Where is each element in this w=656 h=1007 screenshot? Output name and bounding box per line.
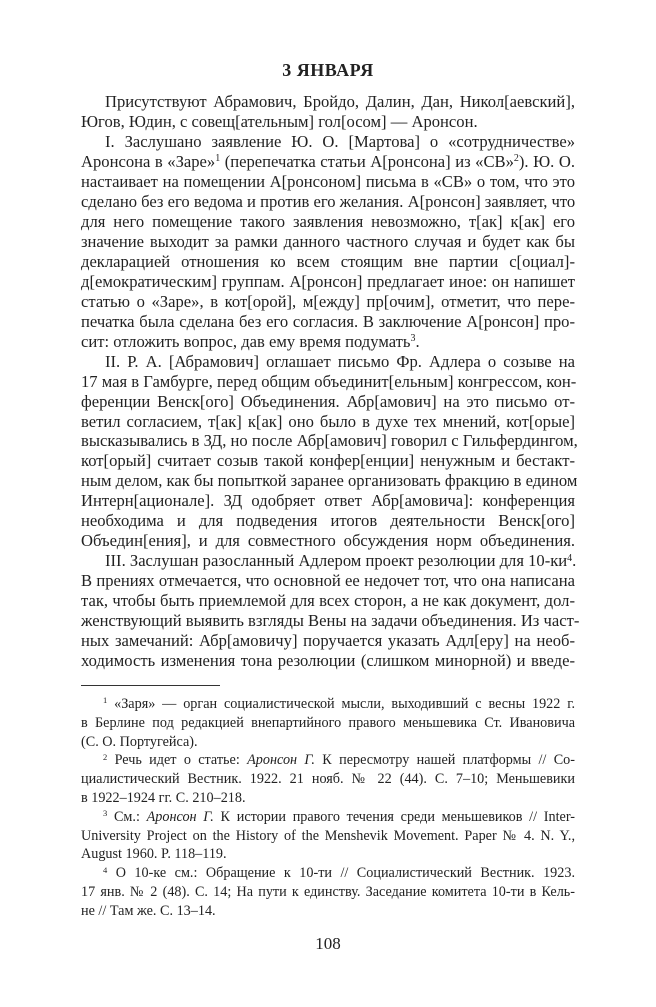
text-line (81, 292, 575, 312)
footnote-line (81, 864, 575, 883)
text-run: Аронсона в «Заре» (81, 151, 216, 171)
footnote-line (81, 733, 575, 752)
text-run: Объедин[ения], и для совместного обсуждения норм объединения. (81, 531, 575, 551)
text-run: высказывались в ЗД, но после Абр[амович] говорил с Гильфердингом, (81, 431, 578, 451)
text-line (81, 491, 575, 511)
body-text (81, 92, 580, 671)
text-run: . (415, 331, 420, 351)
text-run: «Заря» — орган социалистической мысли, выходивший с весны 1922 г. (107, 696, 575, 712)
text-line (81, 92, 575, 112)
text-run: В прениях отмечается, что основной ее недочет тот, что она написана (81, 571, 575, 591)
text-run: циалистический Вестник. 1922. 21 нояб. № 22 (44). С. 7–10; Меньшевики (81, 771, 575, 788)
text-line (81, 212, 575, 232)
text-run: О 10-ке см.: Обращение к 10-ти // Социалистический Вестник. 1923. (107, 865, 575, 882)
text-line (81, 272, 575, 292)
section-title: 3 ЯНВАРЯ (282, 60, 374, 80)
footnote-line (81, 789, 575, 808)
text-run: ). Ю. О. (518, 151, 575, 171)
text-line (81, 651, 575, 671)
text-run: женствующий выявить взгляды Вены на задачи объединения. Из част- (81, 611, 580, 631)
footnote-marker: 1 (215, 153, 221, 165)
text-line (81, 112, 575, 132)
text-run: необходима и для подведения итогов деятельности Венск[ого] (81, 511, 575, 531)
text-line (81, 511, 575, 531)
text-line (81, 372, 575, 392)
text-line (81, 312, 575, 332)
footnote-line (81, 695, 575, 714)
author-name: Аронсон Г. (247, 752, 315, 769)
text-run: . (572, 551, 577, 571)
text-run: ференции Венск[ого] Объединения. Абр[амович] на это письмо от- (81, 391, 575, 411)
text-run: не // Там же. С. 13–14. (81, 902, 216, 919)
text-line (81, 392, 575, 412)
footnote-line (81, 902, 575, 921)
text-run: (С. О. Португейса). (81, 733, 198, 750)
text-line (81, 551, 575, 571)
text-line (81, 531, 575, 551)
text-run: кот[орый] считает созыв такой конфер[енции] ненужным и бестакт- (81, 451, 575, 471)
text-run: настаивает на помещении А[ронсоном] письма в «СВ» о том, что это (81, 171, 575, 191)
text-line (81, 132, 575, 152)
text-run: для него помещение такого заявления невозможно, т[ак] к[ак] его (81, 211, 575, 231)
text-line (81, 471, 578, 491)
footnote-marker: 2 (103, 751, 108, 762)
footnote-line (81, 808, 575, 827)
text-line (81, 252, 575, 272)
text-run: II. Р. А. [Абрамович] оглашает письмо Фр. Адлера о созыве на (105, 351, 575, 371)
footnote-divider (81, 685, 220, 686)
text-line (81, 611, 580, 631)
text-line (81, 172, 575, 192)
text-run: См.: (107, 808, 147, 825)
footnotes (81, 695, 575, 921)
footnote-line (81, 714, 575, 733)
text-run: декларацией отношения ко всем стоящим вне партии с[оциал]- (81, 251, 575, 271)
text-line (81, 332, 575, 352)
text-run: в 1922–1924 гг. С. 210–218. (81, 789, 246, 806)
text-run: сделано без его ведома и против его желания. А[ронсон] заявляет, что (81, 191, 576, 211)
footnote-marker: 2 (513, 153, 519, 165)
footnote-line (81, 827, 575, 846)
text-line (81, 412, 575, 432)
text-line (81, 431, 578, 451)
text-line (81, 192, 575, 212)
text-run: Югов, Юдин, с совещ[ательным] гол[осом] — Аронсон. (81, 111, 478, 131)
text-run: ветил согласием, т[ак] к[ак] оно было в духе тех мнений, кот[орые] (81, 411, 575, 431)
text-run: д[емократическим] группам. А[ронсон] предлагает иное: он напишет (81, 271, 575, 291)
text-line (81, 631, 575, 651)
footnote-marker: 4 (103, 864, 108, 875)
text-run: (перепечатка статьи А[ронсона] из «СВ» (220, 151, 514, 171)
text-run: Присутствуют Абрамович, Бройдо, Далин, Дан, Никол[аевский], (105, 92, 575, 111)
footnote-line (81, 845, 575, 864)
text-run: August 1960. P. 118–119. (81, 846, 227, 863)
author-name: Аронсон Г. (146, 808, 214, 825)
footnote-line (81, 770, 575, 789)
text-line (81, 352, 575, 372)
text-run: I. Заслушано заявление Ю. О. [Мартова] о «сотрудничестве» (105, 131, 575, 151)
text-run: 17 мая в Гамбурге, перед общим объединит[ельным] конгрессом, кон- (81, 371, 577, 391)
text-run: ным делом, как бы попыткой заранее организовать фракцию в едином (81, 471, 578, 491)
text-run: University Project on the History of the Menshevik Movement. Paper № 4. N. Y., (81, 827, 575, 844)
text-line (81, 451, 575, 471)
text-run: статью о «Заре», в кот[орой], м[ежду] пр[очим], отметит, что пере- (81, 291, 575, 311)
text-line (81, 152, 575, 172)
text-line (81, 571, 575, 591)
footnote-marker: 4 (567, 552, 573, 564)
footnote-line (81, 883, 575, 902)
text-run: печатка была сделана без его согласия. В заключение А[ронсон] про- (81, 311, 575, 331)
text-line (81, 232, 575, 252)
text-run: значение выходит за рамки данного частного случая и будет как бы (81, 231, 575, 251)
text-run: К пересмотру нашей платформы // Со- (314, 752, 575, 769)
footnote-line (81, 751, 575, 770)
page-number: 108 (315, 934, 341, 953)
text-run: Интерн[ационале]. ЗД одобряет ответ Абр[амовича]: конференция (81, 491, 575, 511)
text-run: III. Заслушан разосланный Адлером проект резолюции для 10-ки (105, 551, 568, 571)
text-line (81, 591, 575, 611)
text-run: в Берлине под редакцией внепартийного правого меньшевика Ст. Ивановича (81, 714, 575, 731)
text-run: 17 янв. № 2 (48). С. 14; На пути к единству. Заседание комитета 10-ти в Кель- (81, 883, 575, 900)
text-run: К истории правого течения среди меньшевиков // Inter- (213, 808, 575, 825)
footnote-marker: 3 (410, 333, 416, 345)
footnote-marker: 1 (103, 695, 108, 706)
text-run: так, чтобы быть приемлемой для всех сторон, а не как документ, дол- (81, 591, 575, 611)
text-run: сит: отложить вопрос, дав ему время подумать (81, 331, 411, 351)
text-run: ных замечаний: Абр[амовичу] поручается указать Адл[еру] на необ- (81, 631, 575, 651)
text-run: Речь идет о статье: (107, 752, 248, 769)
footnote-marker: 3 (103, 808, 108, 819)
text-run: ходимость изменения тона резолюции (слишком минорной) и введе- (81, 651, 575, 671)
